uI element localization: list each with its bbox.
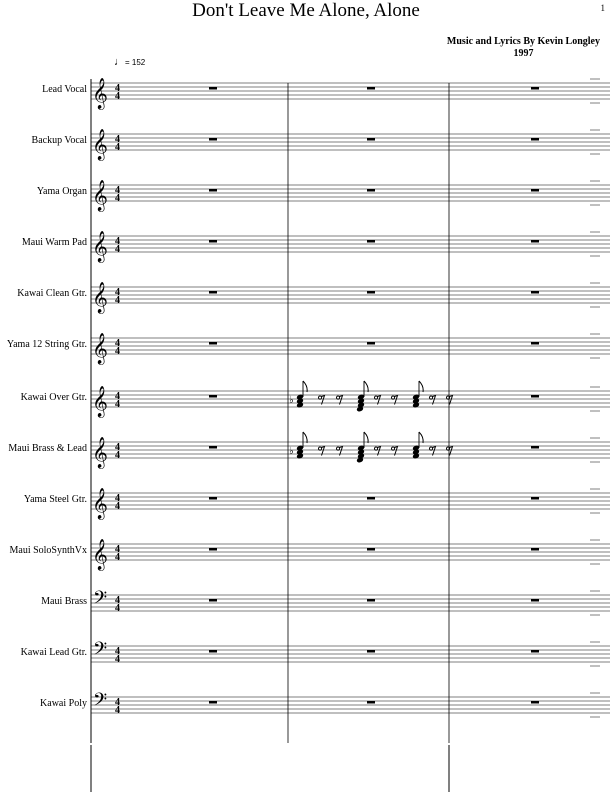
bass-clef-icon: 𝄢 [93, 588, 108, 613]
note-flag [364, 381, 368, 392]
bass-clef-icon: 𝄢 [93, 690, 108, 715]
time-signature-top: 4 [115, 697, 120, 708]
whole-rest [209, 240, 217, 243]
time-signature-bottom: 4 [115, 603, 120, 614]
instrument-label: Yama 12 String Gtr. [6, 339, 87, 350]
flat-sign: ♭ [289, 446, 294, 457]
tempo-value: = 152 [125, 58, 146, 67]
treble-clef-icon: 𝄞 [92, 231, 108, 262]
treble-clef-icon: 𝄞 [92, 539, 108, 570]
whole-rest [209, 189, 217, 192]
time-signature-top: 4 [115, 185, 120, 196]
whole-rest [531, 599, 539, 602]
whole-rest [209, 87, 217, 90]
instrument-label: Maui Brass [41, 596, 87, 607]
treble-clef-icon: 𝄞 [92, 282, 108, 313]
instrument-label: Kawai Over Gtr. [20, 392, 87, 403]
whole-rest [209, 291, 217, 294]
whole-rest [531, 291, 539, 294]
note-flag [303, 381, 307, 392]
time-signature-bottom: 4 [115, 654, 120, 665]
treble-clef-icon: 𝄞 [92, 78, 108, 109]
instrument-label: Kawai Lead Gtr. [20, 647, 87, 658]
time-signature-top: 4 [115, 236, 120, 247]
treble-clef-icon: 𝄞 [92, 129, 108, 160]
whole-rest [531, 87, 539, 90]
treble-clef-icon: 𝄞 [92, 180, 108, 211]
whole-rest [209, 548, 217, 551]
time-signature-bottom: 4 [115, 552, 120, 563]
treble-clef-icon: 𝄞 [92, 333, 108, 364]
instrument-label: Yama Steel Gtr. [23, 494, 87, 505]
whole-rest [531, 189, 539, 192]
instrument-label: Yama Organ [36, 186, 87, 197]
note-flag [364, 432, 368, 443]
whole-rest [209, 138, 217, 141]
whole-rest [531, 650, 539, 653]
time-signature-top: 4 [115, 391, 120, 402]
time-signature-top: 4 [115, 646, 120, 657]
whole-rest [209, 497, 217, 500]
whole-rest [367, 650, 375, 653]
whole-rest [531, 497, 539, 500]
whole-rest [531, 240, 539, 243]
whole-rest [367, 342, 375, 345]
note-flag [419, 381, 423, 392]
note-flag [419, 432, 423, 443]
instrument-label: Maui SoloSynthVx [9, 545, 87, 556]
credits-year: 1997 [513, 48, 534, 59]
whole-rest [209, 599, 217, 602]
whole-rest [367, 87, 375, 90]
whole-rest [367, 497, 375, 500]
treble-clef-icon: 𝄞 [92, 386, 108, 417]
whole-rest [531, 446, 539, 449]
whole-rest [209, 446, 217, 449]
whole-rest [531, 138, 539, 141]
time-signature-bottom: 4 [115, 142, 120, 153]
page-title: Don't Leave Me Alone, Alone [192, 0, 420, 21]
time-signature-top: 4 [115, 83, 120, 94]
whole-rest [367, 701, 375, 704]
time-signature-top: 4 [115, 493, 120, 504]
whole-rest [209, 701, 217, 704]
whole-rest [531, 548, 539, 551]
whole-rest [367, 291, 375, 294]
time-signature-bottom: 4 [115, 295, 120, 306]
time-signature-bottom: 4 [115, 450, 120, 461]
time-signature-bottom: 4 [115, 346, 120, 357]
treble-clef-icon: 𝄞 [92, 437, 108, 468]
whole-rest [367, 138, 375, 141]
instrument-label: Kawai Poly [40, 698, 87, 709]
whole-rest [367, 189, 375, 192]
instrument-label: Backup Vocal [31, 135, 87, 146]
time-signature-bottom: 4 [115, 91, 120, 102]
page-number: 1 [600, 3, 605, 13]
instrument-label: Maui Brass & Lead [8, 443, 87, 454]
time-signature-top: 4 [115, 338, 120, 349]
time-signature-bottom: 4 [115, 705, 120, 716]
time-signature-top: 4 [115, 595, 120, 606]
whole-rest [367, 240, 375, 243]
instrument-label: Maui Warm Pad [21, 237, 87, 248]
credits-composer: Music and Lyrics By Kevin Longley [446, 36, 600, 47]
treble-clef-icon: 𝄞 [92, 488, 108, 519]
time-signature-bottom: 4 [115, 244, 120, 255]
quarter-note-icon: ♩ [114, 56, 125, 68]
time-signature-top: 4 [115, 442, 120, 453]
whole-rest [367, 548, 375, 551]
whole-rest [531, 395, 539, 398]
whole-rest [531, 342, 539, 345]
time-signature-top: 4 [115, 544, 120, 555]
time-signature-bottom: 4 [115, 501, 120, 512]
time-signature-bottom: 4 [115, 193, 120, 204]
time-signature-top: 4 [115, 287, 120, 298]
instrument-label: Lead Vocal [42, 84, 87, 95]
instrument-label: Kawai Clean Gtr. [17, 288, 87, 299]
flat-sign: ♭ [289, 395, 294, 406]
whole-rest [209, 650, 217, 653]
time-signature-bottom: 4 [115, 399, 120, 410]
bass-clef-icon: 𝄢 [93, 639, 108, 664]
note-flag [303, 432, 307, 443]
whole-rest [367, 599, 375, 602]
time-signature-top: 4 [115, 134, 120, 145]
whole-rest [209, 395, 217, 398]
whole-rest [531, 701, 539, 704]
whole-rest [209, 342, 217, 345]
